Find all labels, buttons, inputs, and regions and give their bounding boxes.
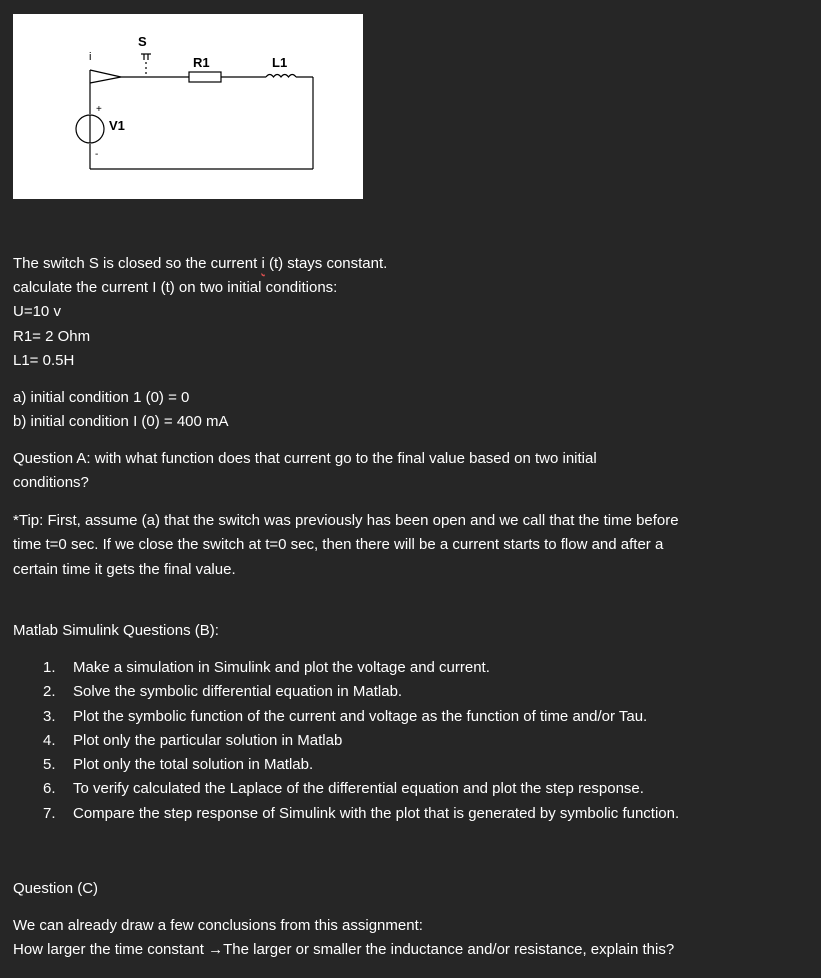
question-c-title: Question (C) <box>13 880 99 897</box>
param-l1: L1= 0.5H <box>13 352 75 369</box>
question-c-line-1: We can already draw a few conclusions from this assignment: <box>13 917 423 934</box>
tip-line-1: *Tip: First, assume (a) that the switch was previously has been open and we call that the time before <box>13 512 679 529</box>
question-b-title: Matlab Simulink Questions (B): <box>13 622 219 639</box>
param-r1: R1= 2 Ohm <box>13 328 91 345</box>
list-item: 4. Plot only the particular solution in Matlab <box>43 732 343 749</box>
switch-label: S <box>138 34 147 49</box>
circuit-schematic <box>13 14 363 199</box>
list-item: 5. Plot only the total solution in Matlab. <box>43 756 314 773</box>
right-arrow-icon: → <box>208 941 224 958</box>
list-item: 3. Plot the symbolic function of the current and voltage as the function of time and/or Tau. <box>43 708 648 725</box>
current-i-symbol: i <box>261 255 265 272</box>
list-item: 1. Make a simulation in Simulink and plot the voltage and current. <box>43 659 490 676</box>
inductor-label: L1 <box>272 55 288 70</box>
resistor-label: R1 <box>193 55 210 70</box>
tip-line-3: certain time it gets the final value. <box>13 561 236 578</box>
intro-line-1: The switch S is closed so the current i (t) stays constant. <box>13 255 388 272</box>
intro-line-2: calculate the current I (t) on two initial conditions: <box>13 279 338 296</box>
tip-line-2: time t=0 sec. If we close the switch at t=0 sec, then there will be a current starts to flow and after a <box>13 536 664 553</box>
question-a-line-1: Question A: with what function does that current go to the final value based on two initial <box>13 450 597 467</box>
list-item: 7. Compare the step response of Simulink with the plot that is generated by symbolic function. <box>43 805 680 822</box>
circuit-diagram <box>13 14 363 199</box>
condition-b: b) initial condition I (0) = 400 mA <box>13 413 229 430</box>
switch-symbol <box>141 54 151 74</box>
minus-sign: - <box>95 149 99 160</box>
condition-a: a) initial condition 1 (0) = 0 <box>13 389 190 406</box>
inductor-symbol <box>266 75 296 78</box>
list-item: 6. To verify calculated the Laplace of the differential equation and plot the step response. <box>43 780 644 797</box>
source-label: V1 <box>109 118 125 133</box>
param-u: U=10 v <box>13 303 61 320</box>
plus-sign: + <box>96 104 102 115</box>
question-a-line-2: conditions? <box>13 474 89 491</box>
current-label: i <box>89 51 92 63</box>
question-c-line-2: How larger the time constant →The larger or smaller the inductance and/or resistance, explain this? <box>13 941 675 958</box>
list-item: 2. Solve the symbolic differential equation in Matlab. <box>43 683 403 700</box>
resistor-symbol <box>189 72 221 82</box>
